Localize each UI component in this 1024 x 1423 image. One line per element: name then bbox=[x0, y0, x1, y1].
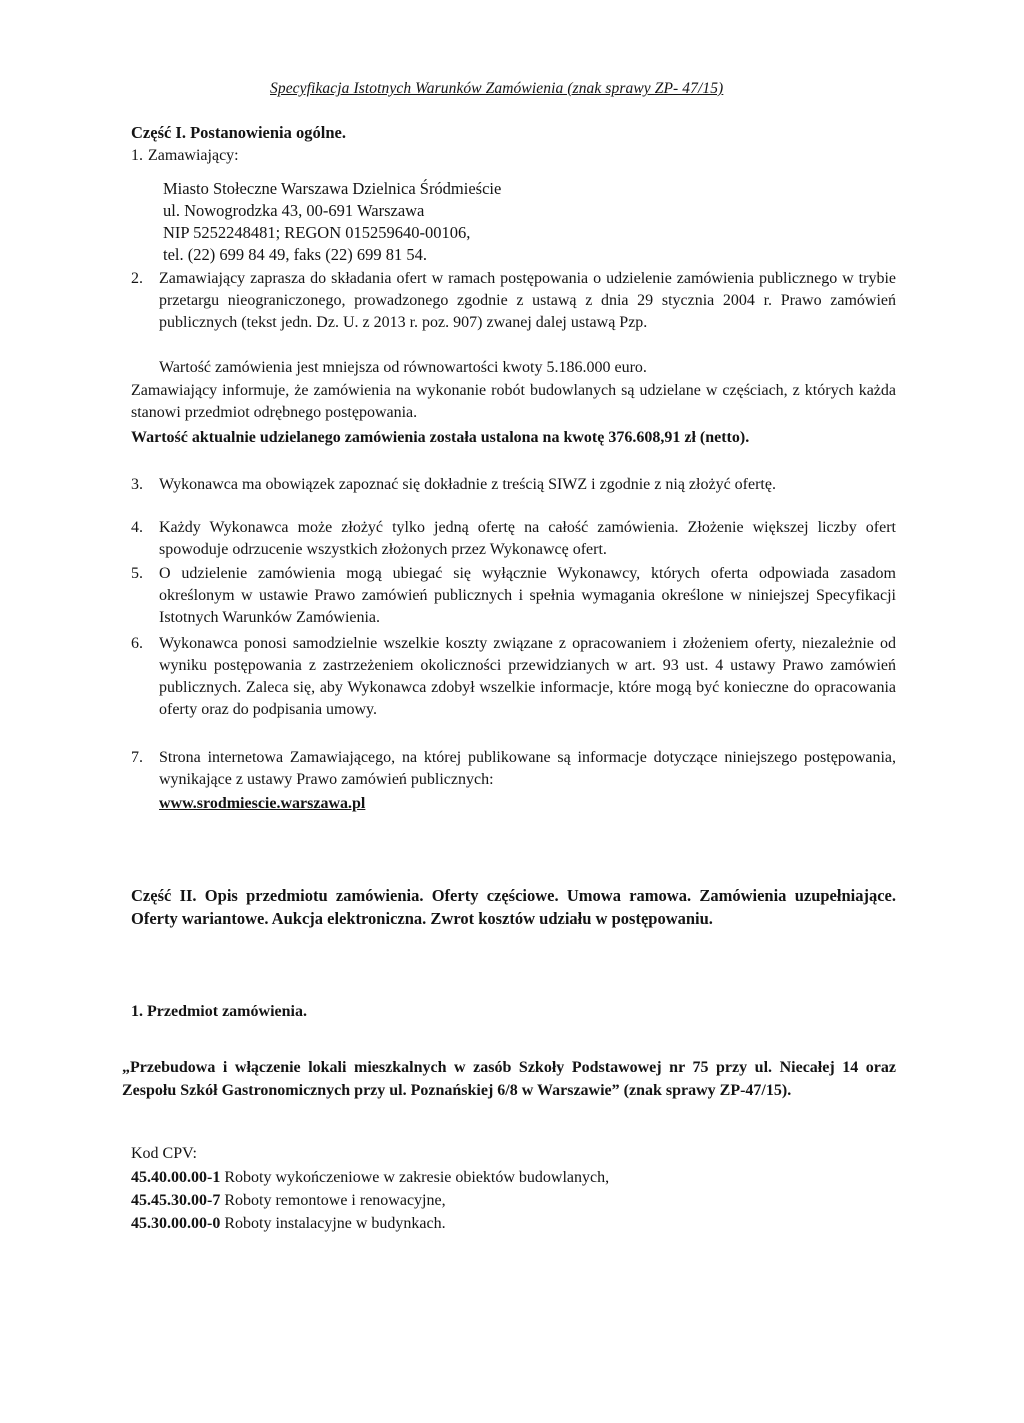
part2-item1-heading: 1. Przedmiot zamówienia. bbox=[131, 1003, 307, 1020]
cpv-description: Roboty wykończeniowe w zakresie obiektów budowlanych, bbox=[224, 1169, 610, 1186]
cpv-row bbox=[131, 1189, 851, 1212]
item2-parts-text: Zamawiający informuje, że zamówienia na wykonanie robót budowlanych są udzielane w częściach, z których każda stanowi przedmiot odrębnego postępowania. bbox=[131, 382, 896, 421]
cpv-code: 45.40.00.00-1 bbox=[131, 1169, 221, 1186]
cpv-code: 45.45.30.00-7 bbox=[131, 1192, 221, 1209]
item3-text: Wykonawca ma obowiązek zapoznać się dokładnie z treścią SIWZ i zgodnie z nią złożyć ofertę. bbox=[159, 476, 776, 493]
cpv-row bbox=[131, 1212, 851, 1235]
item5-text: O udzielenie zamówienia mogą ubiegać się wyłącznie Wykonawcy, których oferta odpowiada zasadom określonym w ustawie Prawo zamówień publicznych i spełnia wymagania określone w niniejszej Specyfikacji Istotnych Warunków Zamówienia. bbox=[159, 565, 896, 626]
item1-number: 1. bbox=[131, 147, 143, 164]
cpv-label: Kod CPV: bbox=[131, 1145, 197, 1162]
contract-subject-title: „Przebudowa i włączenie lokali mieszkalnych w zasób Szkoły Podstawowej nr 75 przy ul. Niecałej 14 oraz Zespołu Szkół Gastronomicznych przy ul. Poznańskiej 6/8 w Warszawie” (znak sprawy ZP-47/15). bbox=[122, 1059, 896, 1099]
item2-number: 2. bbox=[131, 270, 143, 287]
address-line-tax-ids: NIP 5252248481; REGON 015259640-00106, bbox=[163, 223, 471, 242]
item4-number: 4. bbox=[131, 519, 143, 536]
item2-text: Zamawiający zaprasza do składania ofert w ramach postępowania o udzielenie zamówienia publicznego w trybie przetargu nieograniczonego, prowadzonego zgodnie z ustawą z dnia 29 stycznia 2004 r. Prawo zamówień publicznych (tekst jedn. Dz. U. z 2013 r. poz. 907) zwanej dalej ustawą Pzp. bbox=[159, 270, 896, 331]
item3-number: 3. bbox=[131, 476, 143, 493]
address-line-name: Miasto Stołeczne Warszawa Dzielnica Śródmieście bbox=[163, 179, 502, 198]
part2-heading: Część II. Opis przedmiotu zamówienia. Oferty częściowe. Umowa ramowa. Zamówienia uzupełniające. Oferty wariantowe. Aukcja elektroniczna. Zwrot kosztów udziału w postępowaniu. bbox=[131, 886, 896, 928]
address-line-phone: tel. (22) 699 84 49, faks (22) 699 81 54. bbox=[163, 245, 427, 264]
website-link[interactable]: www.srodmiescie.warszawa.pl bbox=[159, 795, 366, 812]
item2-current-value: Wartość aktualnie udzielanego zamówienia została ustalona na kwotę 376.608,91 zł (netto). bbox=[131, 429, 750, 446]
item1-label: Zamawiający: bbox=[148, 147, 239, 164]
address-line-street: ul. Nowogrodzka 43, 00-691 Warszawa bbox=[163, 201, 425, 220]
item4-text: Każdy Wykonawca może złożyć tylko jedną ofertę na całość zamówienia. Złożenie większej liczby ofert spowoduje odrzucenie wszystkich złożonych przez Wykonawcę ofert. bbox=[159, 519, 896, 558]
cpv-description: Roboty instalacyjne w budynkach. bbox=[224, 1215, 446, 1232]
cpv-description: Roboty remontowe i renowacyjne, bbox=[224, 1192, 446, 1209]
item2-value-text: Wartość zamówienia jest mniejsza od równowartości kwoty 5.186.000 euro. bbox=[159, 359, 647, 376]
cpv-code-list bbox=[131, 1166, 851, 1235]
contracting-authority-address bbox=[163, 178, 763, 266]
item6-text: Wykonawca ponosi samodzielnie wszelkie koszty związane z opracowaniem i złożeniem oferty, niezależnie od wyniku postępowania z zastrzeżeniem okoliczności przewidzianych w art. 93 ust. 4 ustawy Prawo zamówień publicznych. Zaleca się, aby Wykonawca zdobył wszelkie informacje, które mogą być konieczne do opracowania oferty oraz do podpisania umowy. bbox=[159, 635, 896, 718]
part1-heading: Część I. Postanowienia ogólne. bbox=[131, 123, 346, 142]
item7-number: 7. bbox=[131, 749, 143, 766]
item5-number: 5. bbox=[131, 565, 143, 582]
item6-number: 6. bbox=[131, 635, 143, 652]
item7-text: Strona internetowa Zamawiającego, na której publikowane są informacje dotyczące niniejszego postępowania, wynikające z ustawy Prawo zamówień publicznych: bbox=[159, 749, 896, 788]
cpv-row bbox=[131, 1166, 851, 1189]
cpv-code: 45.30.00.00-0 bbox=[131, 1215, 221, 1232]
running-header: Specyfikacja Istotnych Warunków Zamówienia (znak sprawy ZP- 47/15) bbox=[270, 80, 724, 97]
